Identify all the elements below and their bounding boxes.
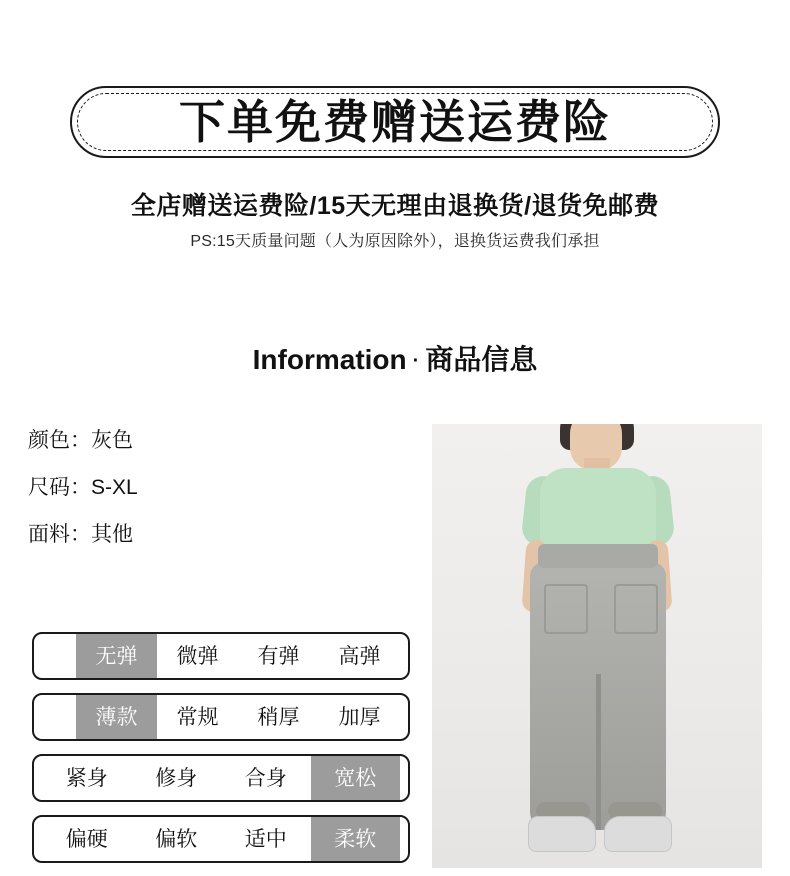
attribute-option-selected[interactable]: 宽松 <box>311 756 401 800</box>
spec-row <box>28 428 408 453</box>
spec-row <box>28 475 408 500</box>
pants-pocket-right <box>614 584 658 634</box>
attribute-option-selected[interactable]: 无弹 <box>76 634 157 678</box>
spec-row <box>28 522 408 547</box>
spec-label-fabric: 面料： <box>28 523 91 547</box>
attribute-scales <box>32 632 410 876</box>
model-shoe-left <box>528 816 596 852</box>
banner-dashed-frame <box>77 93 713 151</box>
attribute-bar-fit <box>32 754 410 802</box>
product-photo <box>432 424 762 868</box>
banner-subtitle: 全店赠送运费险/15天无理由退换货/退货免邮费 <box>130 192 660 220</box>
page-title <box>0 338 790 378</box>
spec-value-color: 灰色 <box>91 429 133 452</box>
attribute-option-selected[interactable]: 柔软 <box>311 817 401 861</box>
attribute-options <box>34 817 408 861</box>
model-shoe-right <box>604 816 672 852</box>
attribute-option[interactable]: 偏软 <box>155 827 198 851</box>
spec-label-color: 颜色： <box>28 429 91 452</box>
attribute-option[interactable]: 稍厚 <box>257 705 300 729</box>
attribute-option[interactable]: 修身 <box>155 766 198 790</box>
attribute-option-selected[interactable]: 薄款 <box>76 695 157 739</box>
attribute-options <box>34 695 408 739</box>
spec-list <box>28 428 408 570</box>
attribute-options <box>34 634 408 678</box>
shipping-insurance-banner <box>70 86 720 158</box>
attribute-option[interactable]: 加厚 <box>338 705 381 729</box>
attribute-option[interactable]: 有弹 <box>257 644 300 668</box>
spec-value-fabric: 其他 <box>91 523 133 547</box>
spec-label-size: 尺码： <box>28 476 91 500</box>
attribute-option[interactable]: 常规 <box>176 705 219 729</box>
section-heading-en: Information <box>252 344 407 375</box>
attribute-option[interactable]: 合身 <box>244 766 287 790</box>
attribute-lead-blank <box>42 634 76 678</box>
attribute-option[interactable]: 紧身 <box>65 766 108 790</box>
section-separator: · <box>412 350 420 373</box>
pants-elastic-waistband <box>538 544 658 568</box>
banner-note: PS:15天质量问题（人为原因除外），退换货运费我们承担 <box>190 233 600 250</box>
attribute-options <box>34 756 408 800</box>
attribute-option[interactable]: 微弹 <box>176 644 219 668</box>
attribute-option[interactable]: 高弹 <box>338 644 381 668</box>
banner-title: 下单免费赠送运费险 <box>179 96 611 148</box>
attribute-bar-elasticity <box>32 632 410 680</box>
section-heading-cn: 商品信息 <box>425 344 538 375</box>
attribute-option[interactable]: 适中 <box>244 827 287 851</box>
attribute-bar-softness <box>32 815 410 863</box>
attribute-lead-blank <box>42 695 76 739</box>
pants-pocket-left <box>544 584 588 634</box>
spec-value-size: S-XL <box>91 476 138 500</box>
pants-leg-divide <box>596 674 601 830</box>
attribute-option[interactable]: 偏硬 <box>65 827 108 851</box>
attribute-bar-thickness <box>32 693 410 741</box>
